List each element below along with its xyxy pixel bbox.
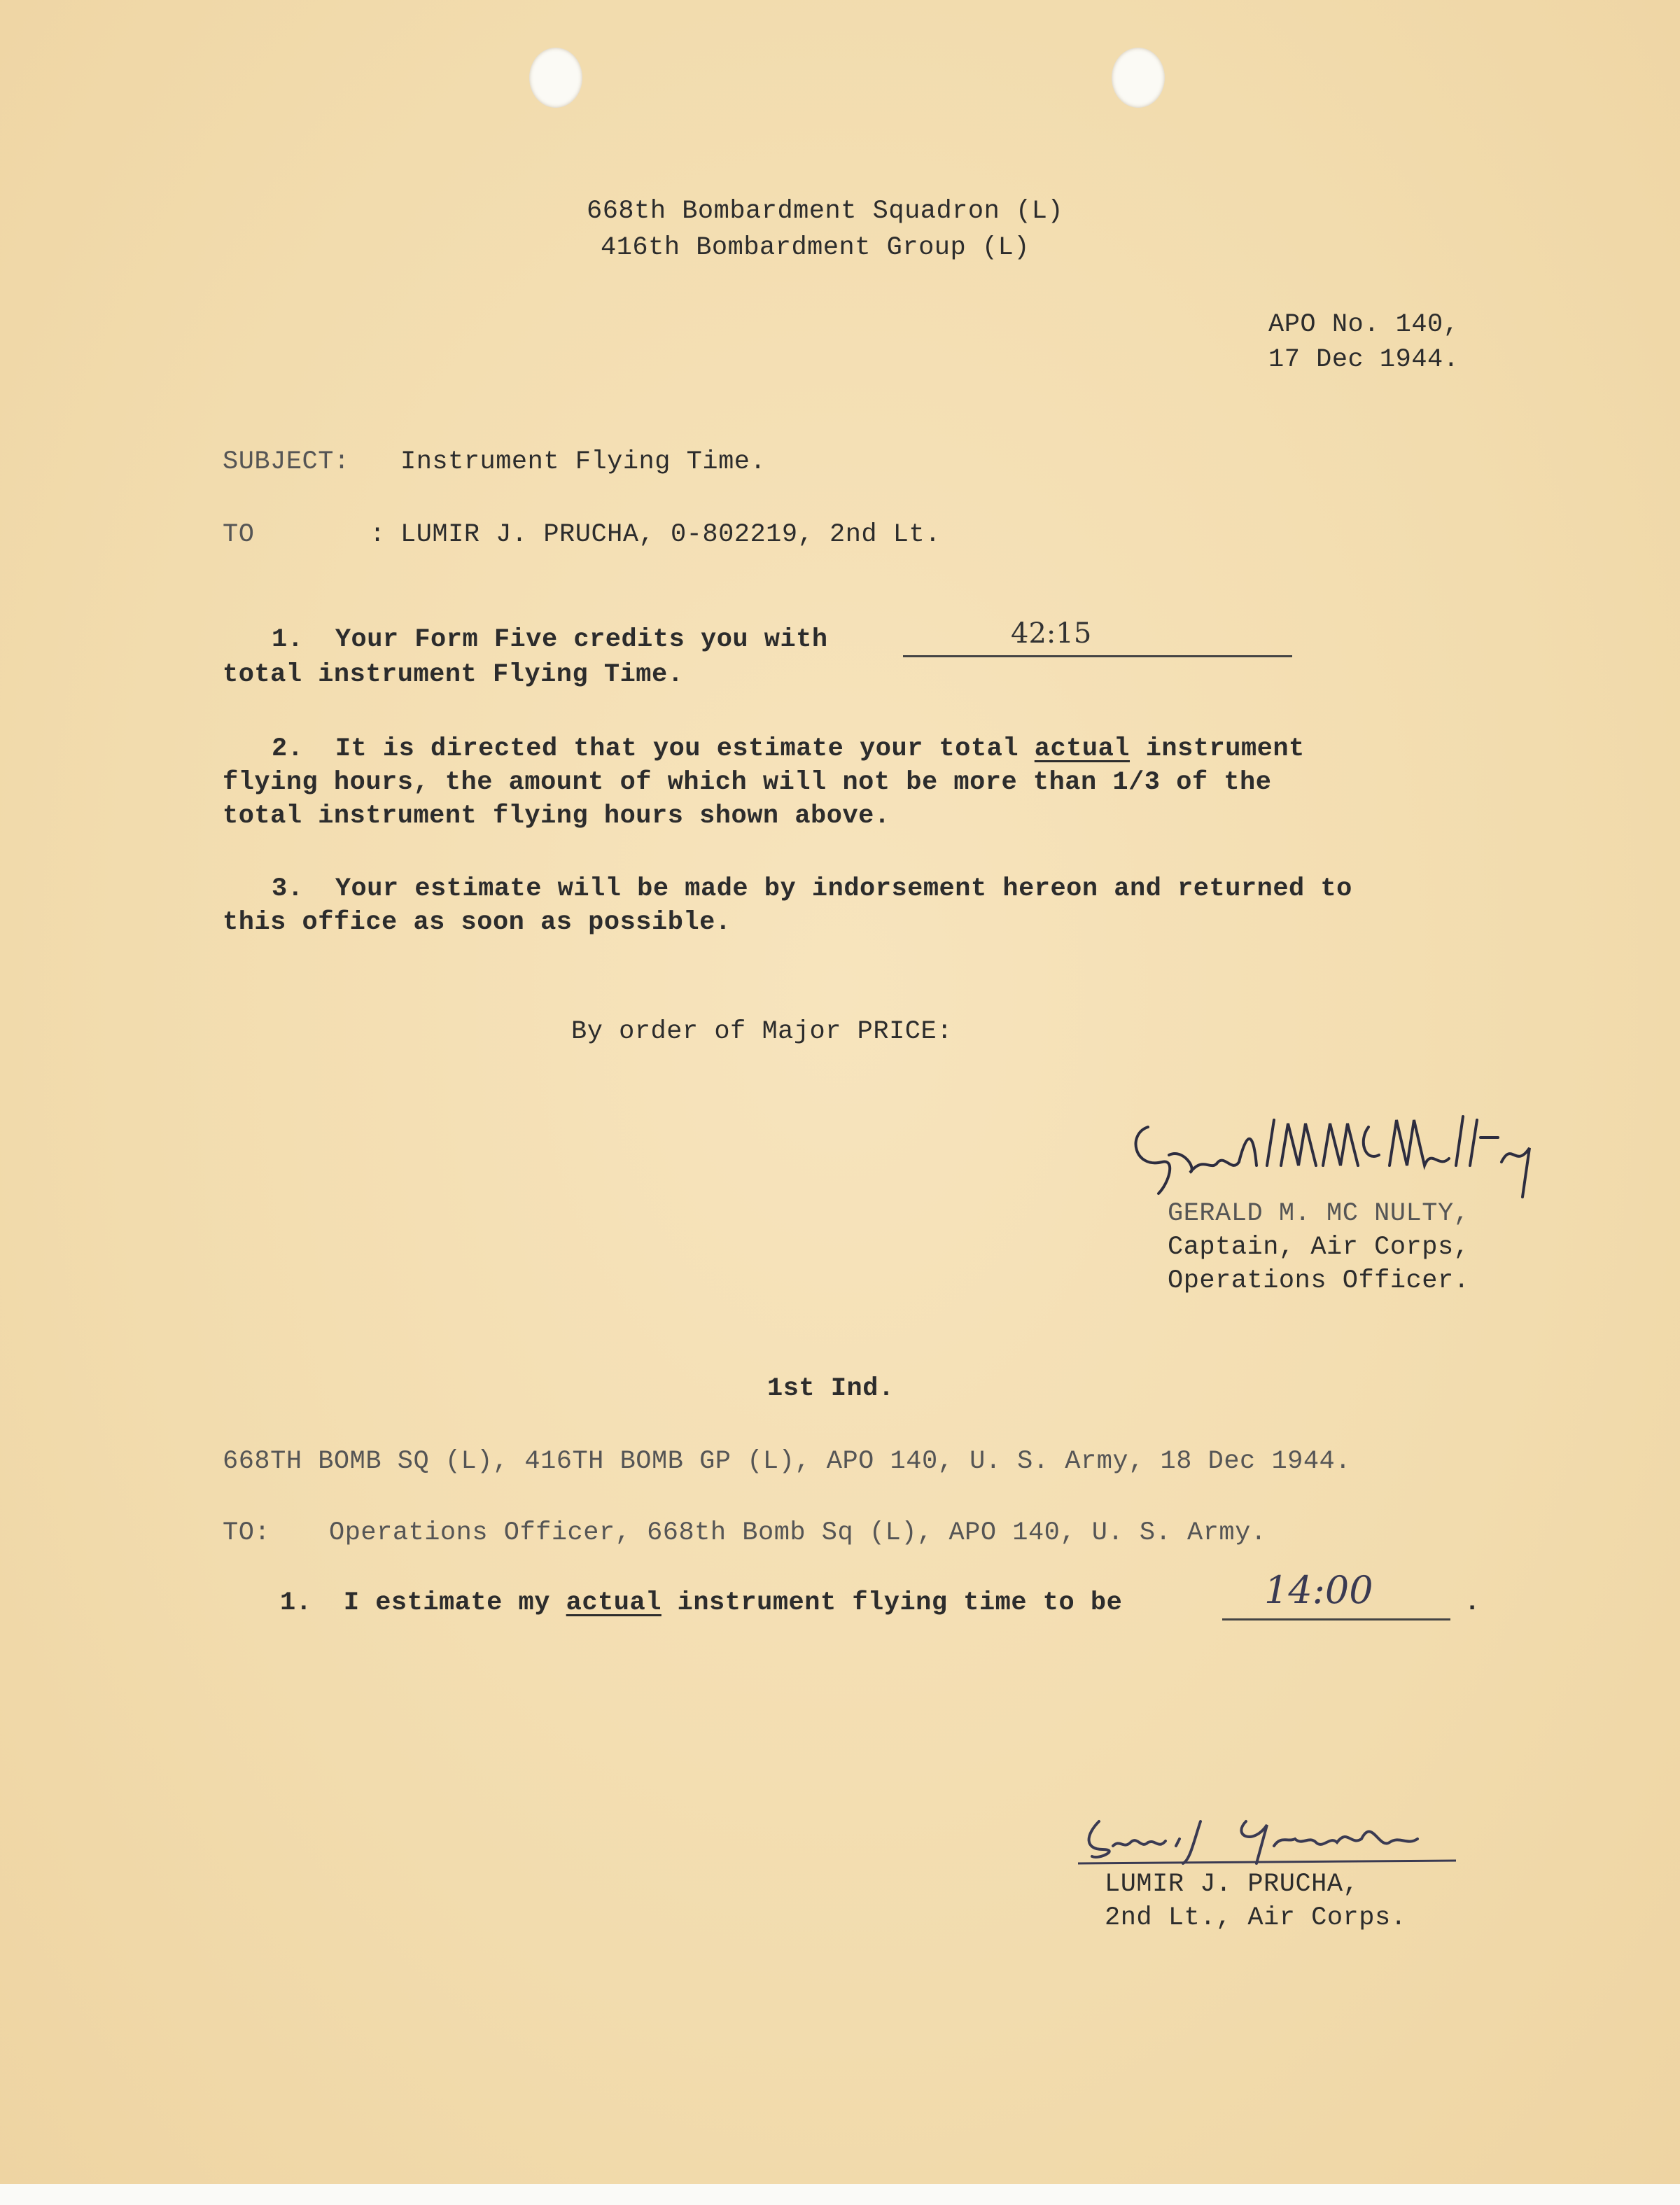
to-addressee: LUMIR J. PRUCHA, 0-802219, 2nd Lt.	[400, 520, 941, 550]
estimate-hours: 14:00	[1264, 1568, 1373, 1612]
p2-post: instrument	[1130, 734, 1305, 764]
to-label: TO	[223, 520, 255, 550]
paragraph-3-line-1: 3. Your estimate will be made by indorsement hereon and returned to	[272, 874, 1352, 904]
page-edge	[0, 2184, 1680, 2205]
indorsement-to: Operations Officer, 668th Bomb Sq (L), APO 140, U. S. Army.	[329, 1518, 1267, 1548]
paragraph-2-line-1	[272, 732, 1305, 766]
estimate-blank	[1222, 1618, 1450, 1620]
officer-name: GERALD M. MC NULTY,	[1168, 1199, 1470, 1228]
form-five-hours: 42:15	[1011, 617, 1092, 650]
form-five-blank	[903, 655, 1292, 657]
paragraph-2-line-2: flying hours, the amount of which will not be more than 1/3 of the	[223, 768, 1272, 797]
subject-text: Instrument Flying Time.	[400, 447, 766, 477]
to-colon: :	[370, 520, 386, 550]
indorsement-to-label: TO:	[223, 1518, 271, 1548]
paragraph-1-line-2: total instrument Flying Time.	[223, 660, 684, 690]
subject-label: SUBJECT:	[223, 447, 350, 477]
officer-rank: Captain, Air Corps,	[1168, 1233, 1470, 1262]
apo-number: APO No. 140,	[1268, 310, 1460, 340]
ind-p1-post: instrument flying time to be	[661, 1588, 1123, 1618]
ind-p1-emphasis: actual	[566, 1588, 662, 1618]
p2-emphasis: actual	[1034, 734, 1130, 764]
indorsement-from: 668TH BOMB SQ (L), 416TH BOMB GP (L), APO 140, U. S. Army, 18 Dec 1944.	[223, 1447, 1351, 1476]
memo-date: 17 Dec 1944.	[1268, 345, 1460, 374]
by-order-line: By order of Major PRICE:	[571, 1017, 953, 1046]
indorsement-paragraph-1	[280, 1586, 1122, 1620]
paragraph-2-line-3: total instrument flying hours shown above.	[223, 802, 890, 831]
unit-squadron: 668th Bombardment Squadron (L)	[587, 197, 1064, 226]
estimate-period: .	[1464, 1588, 1480, 1618]
officer-title: Operations Officer.	[1168, 1266, 1470, 1296]
paragraph-1-line-1: 1. Your Form Five credits you with	[272, 625, 828, 654]
lieutenant-name: LUMIR J. PRUCHA,	[1105, 1870, 1359, 1899]
lieutenant-rank: 2nd Lt., Air Corps.	[1105, 1903, 1407, 1933]
ind-p1-pre: 1. I estimate my	[280, 1588, 566, 1618]
indorsement-title: 1st Ind.	[767, 1374, 895, 1404]
punch-hole-right	[1112, 48, 1165, 108]
signature-prucha	[1071, 1807, 1463, 1870]
paragraph-3-line-2: this office as soon as possible.	[223, 908, 732, 937]
punch-hole-left	[529, 48, 582, 108]
signature-mcnulty	[1120, 1106, 1554, 1204]
unit-group: 416th Bombardment Group (L)	[601, 233, 1030, 262]
p2-pre: 2. It is directed that you estimate your total	[272, 734, 1035, 764]
